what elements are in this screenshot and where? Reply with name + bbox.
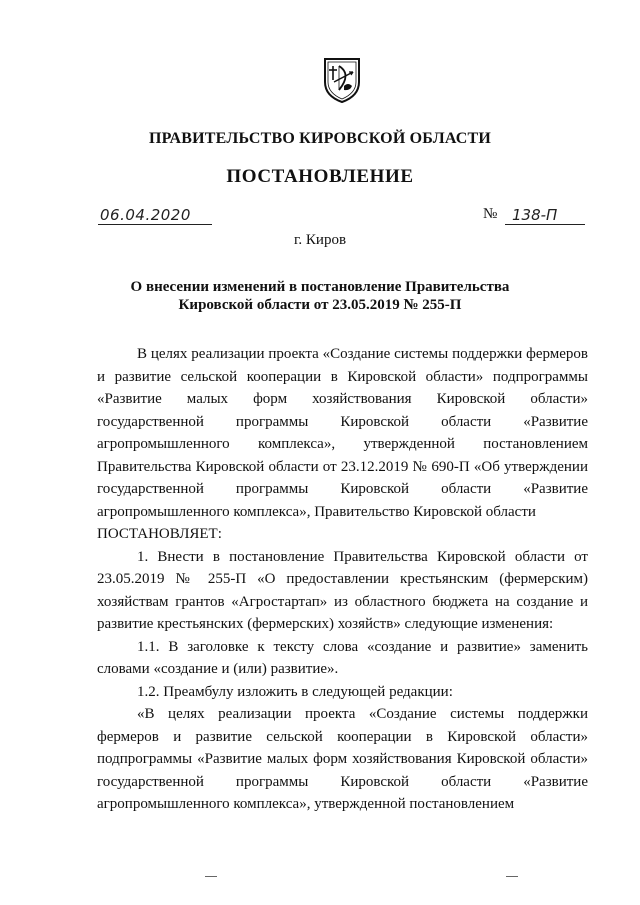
paragraph: 1. Внести в постановление Правительства Кировской области от 23.05.2019 № 255-П «О предоставлении крестьянским (фермерским) хозяйствам грантов «Агростартап» из областного бюджета на создание и развитие крестьянских (фермерских) хозяйств» следующие изменения: — [97, 548, 588, 632]
paragraph: «В целях реализации проекта «Создание системы поддержки фермеров и развитие сельской кооперации в Кировской области» подпрограммы «Развитие малых форм хозяйствования Кировской области» государственной программы Кировской области «Развитие агропромышленного комплекса», утвержденной постановлением — [97, 706, 588, 812]
decree-title — [120, 278, 520, 314]
coat-of-arms-icon — [322, 56, 362, 104]
paragraph: 1.2. Преамбулу изложить в следующей редакции: — [137, 683, 453, 700]
scan-mark — [506, 876, 518, 877]
number-sign: № — [483, 206, 498, 222]
date-underline — [98, 224, 212, 225]
number-underline — [505, 224, 585, 225]
document-type: ПОСТАНОВЛЕНИЕ — [226, 166, 414, 187]
scan-mark — [205, 876, 217, 877]
government-name: ПРАВИТЕЛЬСТВО КИРОВСКОЙ ОБЛАСТИ — [148, 130, 492, 147]
document-body — [97, 343, 588, 816]
resolution-word: ПОСТАНОВЛЯЕТ: — [97, 526, 222, 542]
title-line: О внесении изменений в постановление Правительства — [130, 279, 510, 295]
city: г. Киров — [293, 232, 347, 248]
title-line: Кировской области от 23.05.2019 № 255-П — [178, 297, 462, 313]
decree-number: 138-П — [512, 206, 558, 224]
paragraph: 1.1. В заголовке к тексту слова «создание и развитие» заменить словами «создание и (или) развитие». — [97, 638, 588, 677]
paragraph: В целях реализации проекта «Создание системы поддержки фермеров и развитие сельской кооперации в Кировской области» подпрограммы «Развитие малых форм хозяйствования Кировской области» государственной программы Кировской области «Развитие агропромышленного комплекса», утвержденной постановлением Правительства Кировской области от 23.12.2019 № 690-П «Об утверждении государственной программы Кировской области «Развитие агропромышленного комплекса», Правительство Кировской области — [97, 346, 588, 520]
decree-date: 06.04.2020 — [100, 206, 191, 224]
